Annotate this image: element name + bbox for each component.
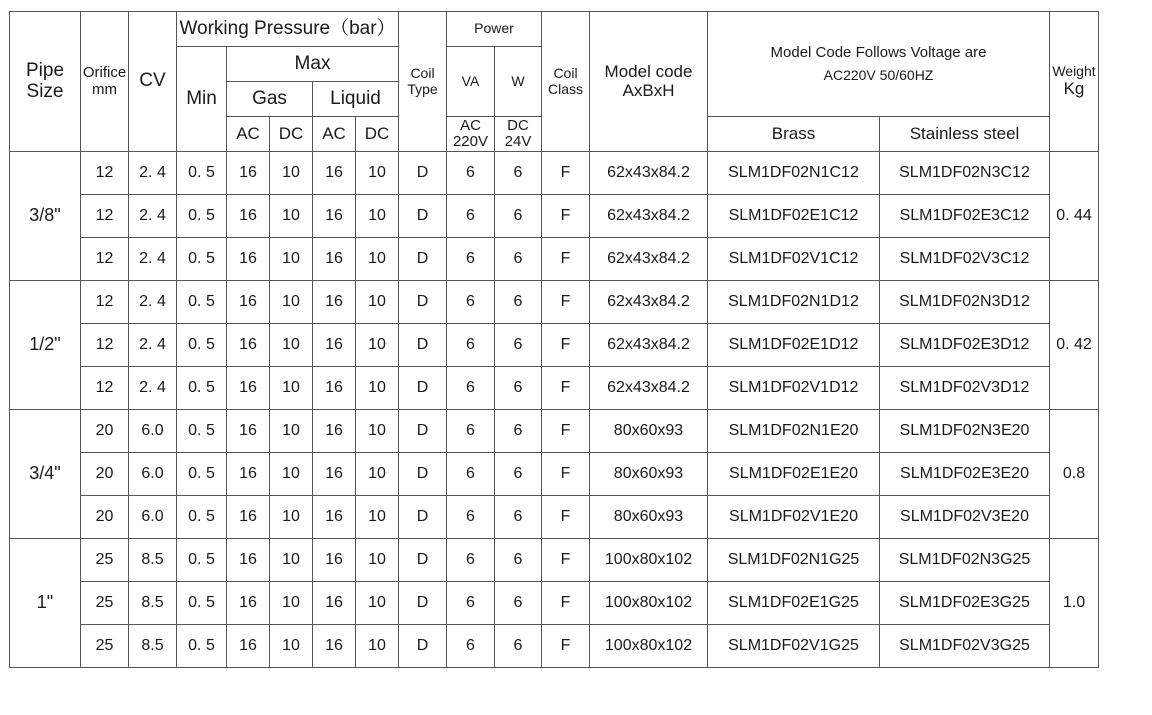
cv-cell: 2. 4	[129, 367, 177, 410]
dims-cell: 80x60x93	[590, 453, 708, 496]
liquid-dc-cell: 10	[356, 453, 399, 496]
coil-class-cell: F	[542, 195, 590, 238]
header-liquid: Liquid	[313, 82, 399, 117]
pipe-size-cell: 1/2"	[10, 281, 81, 410]
orifice-cell: 12	[81, 281, 129, 324]
stainless-code-cell: SLM1DF02N3G25	[880, 539, 1050, 582]
va-cell: 6	[447, 625, 495, 668]
brass-code-cell: SLM1DF02E1D12	[708, 324, 880, 367]
dims-cell: 62x43x84.2	[590, 367, 708, 410]
liquid-ac-cell: 16	[313, 367, 356, 410]
stainless-code-cell: SLM1DF02N3C12	[880, 152, 1050, 195]
cv-cell: 2. 4	[129, 281, 177, 324]
gas-ac-cell: 16	[227, 453, 270, 496]
stainless-code-cell: SLM1DF02V3C12	[880, 238, 1050, 281]
weight-cell: 0. 44	[1050, 152, 1099, 281]
brass-code-cell: SLM1DF02N1D12	[708, 281, 880, 324]
coil-class-cell: F	[542, 496, 590, 539]
header-liquid-ac: AC	[313, 117, 356, 152]
w-cell: 6	[495, 195, 542, 238]
spec-table	[9, 11, 1099, 668]
gas-dc-cell: 10	[270, 453, 313, 496]
table-row	[10, 410, 1099, 453]
table-row	[10, 625, 1099, 668]
header-ac220v: AC 220V	[447, 117, 495, 152]
min-cell: 0. 5	[177, 238, 227, 281]
gas-dc-cell: 10	[270, 195, 313, 238]
stainless-code-cell: SLM1DF02E3C12	[880, 195, 1050, 238]
va-cell: 6	[447, 453, 495, 496]
va-cell: 6	[447, 582, 495, 625]
gas-ac-cell: 16	[227, 238, 270, 281]
stainless-code-cell: SLM1DF02E3G25	[880, 582, 1050, 625]
orifice-cell: 12	[81, 324, 129, 367]
liquid-ac-cell: 16	[313, 281, 356, 324]
pipe-size-cell: 3/8"	[10, 152, 81, 281]
liquid-dc-cell: 10	[356, 496, 399, 539]
table-row	[10, 496, 1099, 539]
table-row	[10, 582, 1099, 625]
header-min: Min	[177, 47, 227, 152]
coil-type-cell: D	[399, 324, 447, 367]
cv-cell: 8.5	[129, 539, 177, 582]
va-cell: 6	[447, 539, 495, 582]
gas-ac-cell: 16	[227, 367, 270, 410]
table-row	[10, 453, 1099, 496]
liquid-ac-cell: 16	[313, 496, 356, 539]
coil-type-cell: D	[399, 238, 447, 281]
gas-dc-cell: 10	[270, 625, 313, 668]
coil-type-cell: D	[399, 453, 447, 496]
header-coil-class: Coil Class	[542, 12, 590, 152]
dims-cell: 100x80x102	[590, 625, 708, 668]
min-cell: 0. 5	[177, 152, 227, 195]
min-cell: 0. 5	[177, 324, 227, 367]
table-row	[10, 367, 1099, 410]
gas-ac-cell: 16	[227, 410, 270, 453]
orifice-cell: 25	[81, 625, 129, 668]
liquid-dc-cell: 10	[356, 281, 399, 324]
va-cell: 6	[447, 238, 495, 281]
w-cell: 6	[495, 453, 542, 496]
header-brass: Brass	[708, 117, 880, 152]
min-cell: 0. 5	[177, 625, 227, 668]
liquid-dc-cell: 10	[356, 152, 399, 195]
coil-class-cell: F	[542, 152, 590, 195]
orifice-cell: 20	[81, 496, 129, 539]
va-cell: 6	[447, 152, 495, 195]
w-cell: 6	[495, 367, 542, 410]
w-cell: 6	[495, 281, 542, 324]
liquid-ac-cell: 16	[313, 453, 356, 496]
stainless-code-cell: SLM1DF02V3D12	[880, 367, 1050, 410]
cv-cell: 8.5	[129, 582, 177, 625]
brass-code-cell: SLM1DF02V1C12	[708, 238, 880, 281]
liquid-dc-cell: 10	[356, 625, 399, 668]
min-cell: 0. 5	[177, 582, 227, 625]
header-gas-dc: DC	[270, 117, 313, 152]
coil-type-cell: D	[399, 625, 447, 668]
coil-class-cell: F	[542, 453, 590, 496]
weight-cell: 0.8	[1050, 410, 1099, 539]
weight-cell: 1.0	[1050, 539, 1099, 668]
gas-dc-cell: 10	[270, 324, 313, 367]
liquid-ac-cell: 16	[313, 195, 356, 238]
brass-code-cell: SLM1DF02V1G25	[708, 625, 880, 668]
liquid-dc-cell: 10	[356, 539, 399, 582]
orifice-cell: 12	[81, 152, 129, 195]
w-cell: 6	[495, 496, 542, 539]
liquid-ac-cell: 16	[313, 539, 356, 582]
dims-cell: 80x60x93	[590, 496, 708, 539]
coil-class-cell: F	[542, 367, 590, 410]
stainless-code-cell: SLM1DF02E3D12	[880, 324, 1050, 367]
header-orifice: Orifice mm	[81, 12, 129, 152]
gas-dc-cell: 10	[270, 281, 313, 324]
brass-code-cell: SLM1DF02E1E20	[708, 453, 880, 496]
header-pipe-size: Pipe Size	[10, 12, 81, 152]
coil-type-cell: D	[399, 281, 447, 324]
orifice-cell: 20	[81, 453, 129, 496]
dims-cell: 62x43x84.2	[590, 324, 708, 367]
min-cell: 0. 5	[177, 496, 227, 539]
gas-ac-cell: 16	[227, 281, 270, 324]
header-liquid-dc: DC	[356, 117, 399, 152]
coil-type-cell: D	[399, 152, 447, 195]
table-row	[10, 238, 1099, 281]
stainless-code-cell: SLM1DF02N3E20	[880, 410, 1050, 453]
header-working-pressure: Working Pressure（bar）	[177, 12, 399, 47]
weight-cell: 0. 42	[1050, 281, 1099, 410]
dims-cell: 62x43x84.2	[590, 152, 708, 195]
cv-cell: 2. 4	[129, 324, 177, 367]
liquid-ac-cell: 16	[313, 324, 356, 367]
coil-type-cell: D	[399, 496, 447, 539]
dims-cell: 80x60x93	[590, 410, 708, 453]
gas-dc-cell: 10	[270, 410, 313, 453]
dims-cell: 100x80x102	[590, 582, 708, 625]
brass-code-cell: SLM1DF02E1C12	[708, 195, 880, 238]
gas-ac-cell: 16	[227, 195, 270, 238]
va-cell: 6	[447, 367, 495, 410]
stainless-code-cell: SLM1DF02V3G25	[880, 625, 1050, 668]
table-row	[10, 539, 1099, 582]
coil-type-cell: D	[399, 410, 447, 453]
orifice-cell: 20	[81, 410, 129, 453]
va-cell: 6	[447, 281, 495, 324]
orifice-cell: 25	[81, 539, 129, 582]
header-voltage-note: Model Code Follows Voltage are AC220V 50/60HZ	[708, 12, 1050, 117]
header-weight: Weight Kg	[1050, 12, 1099, 152]
liquid-ac-cell: 16	[313, 410, 356, 453]
coil-class-cell: F	[542, 410, 590, 453]
w-cell: 6	[495, 539, 542, 582]
stainless-code-cell: SLM1DF02N3D12	[880, 281, 1050, 324]
brass-code-cell: SLM1DF02N1G25	[708, 539, 880, 582]
cv-cell: 8.5	[129, 625, 177, 668]
min-cell: 0. 5	[177, 453, 227, 496]
va-cell: 6	[447, 410, 495, 453]
w-cell: 6	[495, 410, 542, 453]
coil-type-cell: D	[399, 539, 447, 582]
w-cell: 6	[495, 582, 542, 625]
coil-class-cell: F	[542, 539, 590, 582]
cv-cell: 6.0	[129, 410, 177, 453]
table-body	[10, 152, 1099, 668]
dims-cell: 100x80x102	[590, 539, 708, 582]
w-cell: 6	[495, 152, 542, 195]
table-row	[10, 152, 1099, 195]
w-cell: 6	[495, 625, 542, 668]
header-model-code-dims: Model code AxBxH	[590, 12, 708, 152]
min-cell: 0. 5	[177, 410, 227, 453]
liquid-ac-cell: 16	[313, 152, 356, 195]
header-w: W	[495, 47, 542, 117]
liquid-ac-cell: 16	[313, 238, 356, 281]
liquid-ac-cell: 16	[313, 625, 356, 668]
cv-cell: 2. 4	[129, 152, 177, 195]
coil-type-cell: D	[399, 195, 447, 238]
liquid-ac-cell: 16	[313, 582, 356, 625]
stainless-code-cell: SLM1DF02E3E20	[880, 453, 1050, 496]
cv-cell: 2. 4	[129, 238, 177, 281]
header-cv: CV	[129, 12, 177, 152]
gas-ac-cell: 16	[227, 324, 270, 367]
orifice-cell: 12	[81, 367, 129, 410]
brass-code-cell: SLM1DF02N1E20	[708, 410, 880, 453]
gas-dc-cell: 10	[270, 238, 313, 281]
pipe-size-cell: 1"	[10, 539, 81, 668]
gas-ac-cell: 16	[227, 625, 270, 668]
min-cell: 0. 5	[177, 281, 227, 324]
liquid-dc-cell: 10	[356, 410, 399, 453]
min-cell: 0. 5	[177, 195, 227, 238]
gas-dc-cell: 10	[270, 539, 313, 582]
min-cell: 0. 5	[177, 367, 227, 410]
header-gas-ac: AC	[227, 117, 270, 152]
dims-cell: 62x43x84.2	[590, 238, 708, 281]
header-gas: Gas	[227, 82, 313, 117]
dims-cell: 62x43x84.2	[590, 281, 708, 324]
coil-type-cell: D	[399, 367, 447, 410]
orifice-cell: 25	[81, 582, 129, 625]
table-header	[10, 12, 1099, 152]
liquid-dc-cell: 10	[356, 582, 399, 625]
header-power: Power	[447, 12, 542, 47]
cv-cell: 6.0	[129, 496, 177, 539]
coil-type-cell: D	[399, 582, 447, 625]
liquid-dc-cell: 10	[356, 324, 399, 367]
va-cell: 6	[447, 496, 495, 539]
cv-cell: 6.0	[129, 453, 177, 496]
dims-cell: 62x43x84.2	[590, 195, 708, 238]
brass-code-cell: SLM1DF02V1D12	[708, 367, 880, 410]
liquid-dc-cell: 10	[356, 195, 399, 238]
header-max: Max	[227, 47, 399, 82]
cv-cell: 2. 4	[129, 195, 177, 238]
min-cell: 0. 5	[177, 539, 227, 582]
gas-ac-cell: 16	[227, 582, 270, 625]
coil-class-cell: F	[542, 582, 590, 625]
brass-code-cell: SLM1DF02V1E20	[708, 496, 880, 539]
brass-code-cell: SLM1DF02N1C12	[708, 152, 880, 195]
orifice-cell: 12	[81, 238, 129, 281]
orifice-cell: 12	[81, 195, 129, 238]
header-stainless: Stainless steel	[880, 117, 1050, 152]
liquid-dc-cell: 10	[356, 238, 399, 281]
coil-class-cell: F	[542, 625, 590, 668]
gas-dc-cell: 10	[270, 582, 313, 625]
stainless-code-cell: SLM1DF02V3E20	[880, 496, 1050, 539]
table-row	[10, 281, 1099, 324]
coil-class-cell: F	[542, 324, 590, 367]
pipe-size-cell: 3/4"	[10, 410, 81, 539]
coil-class-cell: F	[542, 238, 590, 281]
gas-dc-cell: 10	[270, 496, 313, 539]
gas-ac-cell: 16	[227, 152, 270, 195]
liquid-dc-cell: 10	[356, 367, 399, 410]
table-row	[10, 195, 1099, 238]
gas-dc-cell: 10	[270, 367, 313, 410]
gas-ac-cell: 16	[227, 539, 270, 582]
header-va: VA	[447, 47, 495, 117]
va-cell: 6	[447, 324, 495, 367]
header-dc24v: DC 24V	[495, 117, 542, 152]
brass-code-cell: SLM1DF02E1G25	[708, 582, 880, 625]
header-coil-type: Coil Type	[399, 12, 447, 152]
coil-class-cell: F	[542, 281, 590, 324]
w-cell: 6	[495, 324, 542, 367]
gas-ac-cell: 16	[227, 496, 270, 539]
table-row	[10, 324, 1099, 367]
gas-dc-cell: 10	[270, 152, 313, 195]
w-cell: 6	[495, 238, 542, 281]
va-cell: 6	[447, 195, 495, 238]
